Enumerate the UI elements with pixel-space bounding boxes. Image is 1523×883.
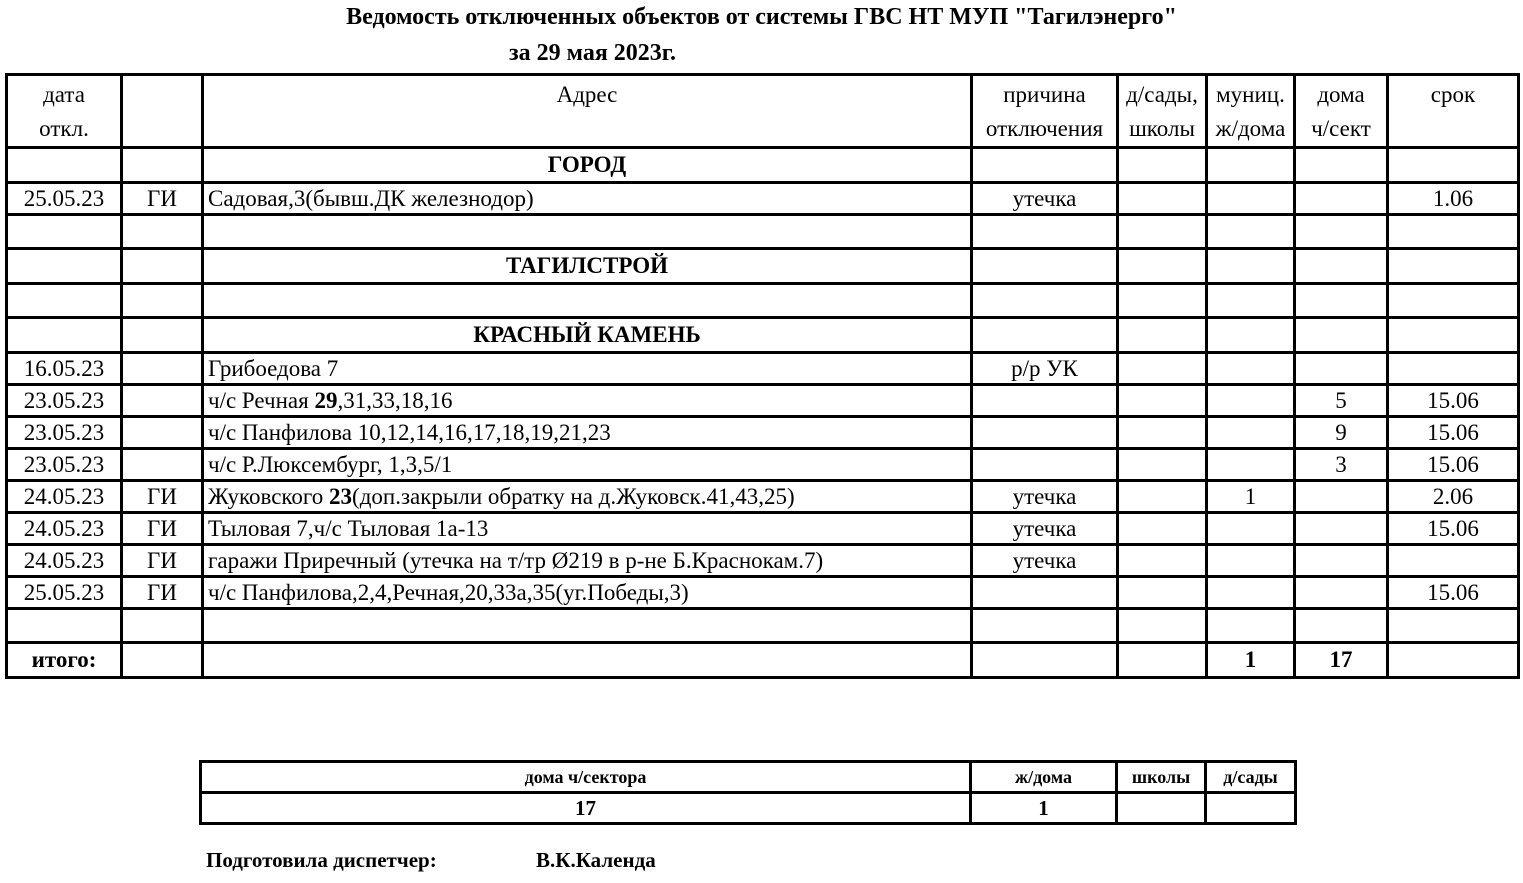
- document-title: Ведомость отключенных объектов от системы ГВС НТ МУП "Тагилэнерго": [346, 4, 1177, 30]
- cell-schools: [1118, 513, 1207, 545]
- summary-header-houses: дома ч/сектора: [201, 762, 971, 793]
- header-date: дата откл.: [7, 75, 122, 148]
- cell-date: 24.05.23: [7, 481, 122, 513]
- cell-address: ч/с Речная 29,31,33,18,16: [203, 385, 972, 417]
- cell-code: ГИ: [122, 513, 203, 545]
- cell-address: ч/с Р.Люксембург, 1,3,5/1: [203, 449, 972, 481]
- cell-reason: утечка: [972, 183, 1118, 215]
- cell-houses: 3: [1295, 449, 1388, 481]
- cell-schools: [1118, 417, 1207, 449]
- cell-houses: [1295, 513, 1388, 545]
- empty-row: [7, 284, 1519, 318]
- header-reason: причина отключения: [972, 75, 1118, 148]
- cell-date: 24.05.23: [7, 545, 122, 577]
- cell-address: ч/с Панфилова 10,12,14,16,17,18,19,21,23: [203, 417, 972, 449]
- table-row: [7, 577, 1519, 609]
- cell-term: [1388, 545, 1519, 577]
- summary-header-schools: школы: [1117, 762, 1206, 793]
- cell-munic: [1207, 577, 1295, 609]
- cell-houses: 5: [1295, 385, 1388, 417]
- cell-reason: утечка: [972, 481, 1118, 513]
- header-term: срок: [1388, 75, 1519, 148]
- cell-houses: [1295, 545, 1388, 577]
- cell-term: 15.06: [1388, 385, 1519, 417]
- cell-houses: [1295, 353, 1388, 385]
- table-row: [7, 481, 1519, 513]
- total-munic: 1: [1207, 643, 1295, 678]
- table-row: [7, 513, 1519, 545]
- cell-munic: [1207, 183, 1295, 215]
- cell-address: ч/с Панфилова,2,4,Речная,20,33а,35(уг.Победы,3): [203, 577, 972, 609]
- header-munic: муниц. ж/дома: [1207, 75, 1295, 148]
- cell-schools: [1118, 183, 1207, 215]
- cell-schools: [1118, 385, 1207, 417]
- dispatcher-name: В.К.Календа: [536, 848, 656, 872]
- cell-code: ГИ: [122, 183, 203, 215]
- cell-term: 15.06: [1388, 513, 1519, 545]
- empty-row: [7, 609, 1519, 643]
- section-row-tagilstroy: [7, 249, 1519, 284]
- cell-term: 2.06: [1388, 481, 1519, 513]
- cell-code: [122, 449, 203, 481]
- cell-reason: р/р УК: [972, 353, 1118, 385]
- outages-table: [5, 73, 1520, 679]
- header-schools: д/сады, школы: [1118, 75, 1207, 148]
- table-row: [7, 353, 1519, 385]
- cell-address: Грибоедова 7: [203, 353, 972, 385]
- summary-value-munic: 1: [971, 793, 1117, 824]
- table-row: [7, 385, 1519, 417]
- cell-date: 24.05.23: [7, 513, 122, 545]
- cell-code: [122, 417, 203, 449]
- cell-houses: [1295, 481, 1388, 513]
- cell-term: 15.06: [1388, 449, 1519, 481]
- cell-code: [122, 353, 203, 385]
- cell-term: 15.06: [1388, 577, 1519, 609]
- cell-houses: [1295, 183, 1388, 215]
- cell-address: Тыловая 7,ч/с Тыловая 1а-13: [203, 513, 972, 545]
- cell-munic: [1207, 353, 1295, 385]
- summary-header-munic: ж/дома: [971, 762, 1117, 793]
- cell-term: 1.06: [1388, 183, 1519, 215]
- section-title: КРАСНЫЙ КАМЕНЬ: [203, 318, 972, 353]
- cell-date: 25.05.23: [7, 183, 122, 215]
- summary-value-houses: 17: [201, 793, 971, 824]
- cell-reason: [972, 417, 1118, 449]
- summary-header-row: [201, 762, 1296, 793]
- table-row: [7, 417, 1519, 449]
- summary-value-kindergartens: [1206, 793, 1296, 824]
- cell-date: 16.05.23: [7, 353, 122, 385]
- section-row-gorod: [7, 148, 1519, 183]
- cell-term: 15.06: [1388, 417, 1519, 449]
- cell-code: ГИ: [122, 545, 203, 577]
- summary-header-kindergartens: д/сады: [1206, 762, 1296, 793]
- table-row: [7, 545, 1519, 577]
- section-title: ТАГИЛСТРОЙ: [203, 249, 972, 284]
- cell-schools: [1118, 545, 1207, 577]
- table-row: [7, 183, 1519, 215]
- cell-munic: [1207, 545, 1295, 577]
- cell-reason: [972, 385, 1118, 417]
- total-houses: 17: [1295, 643, 1388, 678]
- cell-address: Жуковского 23(доп.закрыли обратку на д.Жуковск.41,43,25): [203, 481, 972, 513]
- summary-values-row: [201, 793, 1296, 824]
- total-label: итого:: [7, 643, 122, 678]
- cell-munic: [1207, 385, 1295, 417]
- cell-reason: утечка: [972, 513, 1118, 545]
- cell-date: 23.05.23: [7, 417, 122, 449]
- table-row: [7, 449, 1519, 481]
- cell-code: ГИ: [122, 481, 203, 513]
- cell-schools: [1118, 353, 1207, 385]
- cell-code: ГИ: [122, 577, 203, 609]
- cell-munic: [1207, 513, 1295, 545]
- cell-schools: [1118, 481, 1207, 513]
- table-header-row: [7, 75, 1519, 148]
- cell-reason: утечка: [972, 545, 1118, 577]
- cell-date: 25.05.23: [7, 577, 122, 609]
- header-houses: дома ч/сект: [1295, 75, 1388, 148]
- empty-row: [7, 215, 1519, 249]
- header-address: Адрес: [203, 75, 972, 148]
- cell-schools: [1118, 449, 1207, 481]
- cell-reason: [972, 449, 1118, 481]
- cell-address: Садовая,3(бывш.ДК железнодор): [203, 183, 972, 215]
- cell-reason: [972, 577, 1118, 609]
- summary-value-schools: [1117, 793, 1206, 824]
- cell-munic: 1: [1207, 481, 1295, 513]
- cell-houses: 9: [1295, 417, 1388, 449]
- summary-table: [199, 760, 1297, 825]
- section-row-krasny-kamen: [7, 318, 1519, 353]
- cell-munic: [1207, 417, 1295, 449]
- cell-code: [122, 385, 203, 417]
- cell-munic: [1207, 449, 1295, 481]
- cell-address: гаражи Приречный (утечка на т/тр Ø219 в р-не Б.Краснокам.7): [203, 545, 972, 577]
- prepared-by-label: Подготовила диспетчер:: [206, 848, 437, 872]
- cell-date: 23.05.23: [7, 385, 122, 417]
- section-title: ГОРОД: [203, 148, 972, 183]
- cell-date: 23.05.23: [7, 449, 122, 481]
- total-row: [7, 643, 1519, 678]
- cell-houses: [1295, 577, 1388, 609]
- document-subtitle: за 29 мая 2023г.: [508, 40, 676, 66]
- header-code: [122, 75, 203, 148]
- cell-schools: [1118, 577, 1207, 609]
- cell-term: [1388, 353, 1519, 385]
